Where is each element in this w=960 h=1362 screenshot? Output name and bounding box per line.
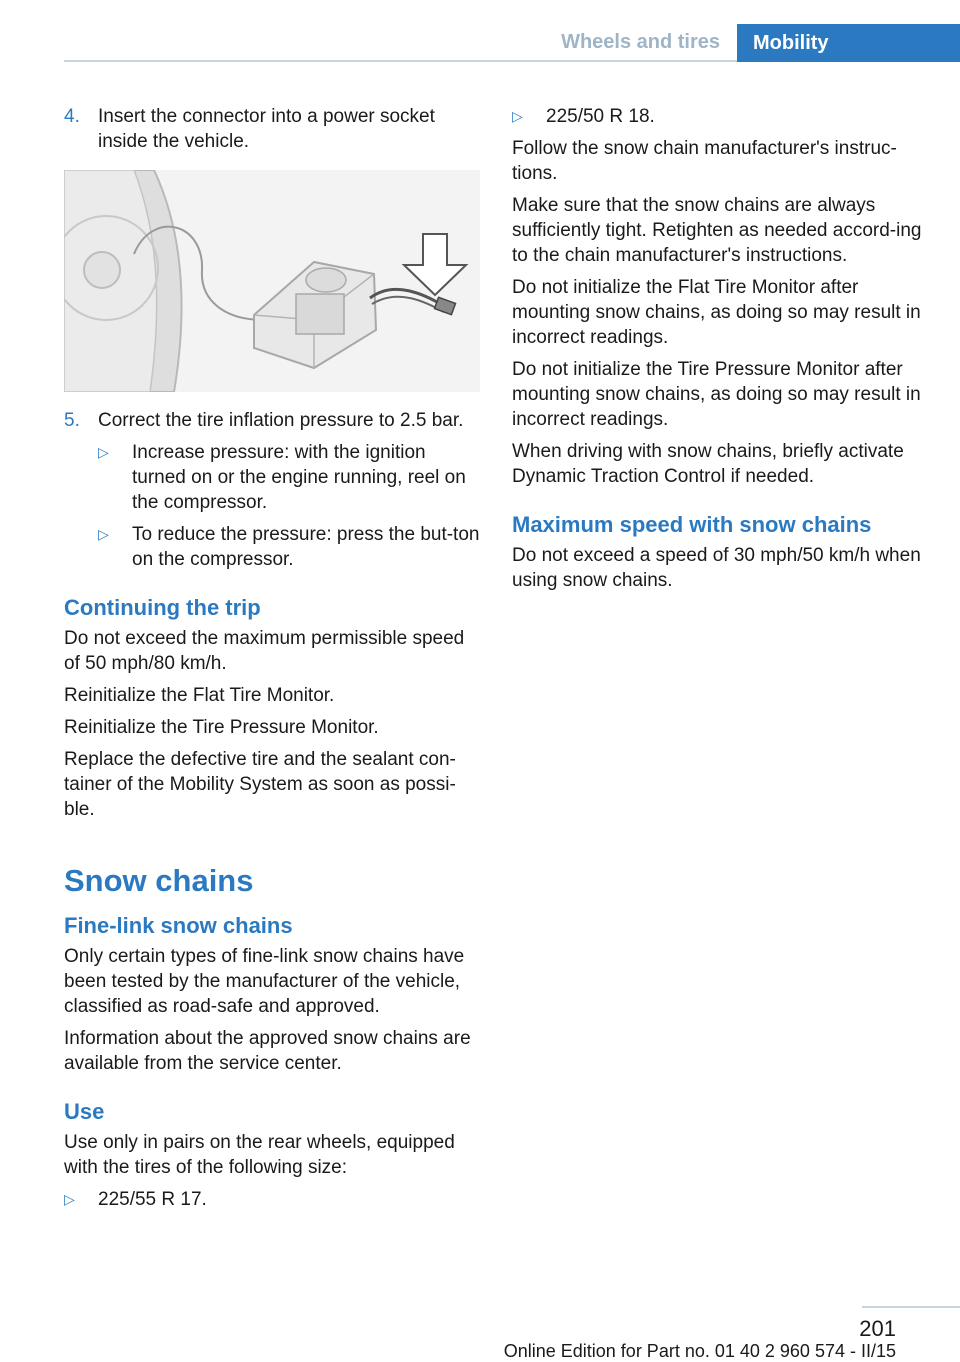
- chapter-heading: Snow chains: [64, 863, 254, 898]
- step-number: 5.: [64, 410, 80, 431]
- section-heading: Maximum speed with snow chains: [512, 512, 872, 537]
- triangle-bullet-icon: ▷: [512, 108, 523, 124]
- section-heading: Use: [64, 1099, 105, 1124]
- list-item: [98, 522, 480, 572]
- list-item: [98, 440, 480, 515]
- section-heading: Fine-link snow chains: [64, 913, 293, 938]
- compressor-illustration-svg: [64, 170, 480, 392]
- page-number: 201: [859, 1316, 896, 1341]
- step-text: Insert the connector into a power socket inside the vehicle.: [98, 106, 435, 152]
- list-item-text: 225/50 R 18.: [546, 106, 655, 127]
- step-5: [64, 408, 480, 433]
- header-section-title: Wheels and tires: [561, 31, 720, 53]
- paragraph: Do not initialize the Tire Pressure Monitor after mounting snow chains, as doing so may result in incorrect readings.: [512, 359, 921, 430]
- triangle-bullet-icon: ▷: [98, 526, 109, 542]
- list-item-text: To reduce the pressure: press the but-ton on the compressor.: [132, 524, 480, 570]
- paragraph: Do not exceed a speed of 30 mph/50 km/h when using snow chains.: [512, 545, 921, 591]
- paragraph: When driving with snow chains, briefly activate Dynamic Traction Control if needed.: [512, 441, 904, 487]
- triangle-bullet-icon: ▷: [64, 1191, 75, 1207]
- list-item-text: 225/55 R 17.: [98, 1189, 207, 1210]
- compressor-illustration: [64, 170, 480, 392]
- step-4: [64, 104, 480, 154]
- list-item-text: Increase pressure: with the ignition turned on or the engine running, reel on the compressor.: [132, 442, 466, 513]
- edition-note: Online Edition for Part no. 01 40 2 960 574 - II/15: [503, 1341, 896, 1361]
- paragraph: Information about the approved snow chains are available from the service center.: [64, 1028, 471, 1074]
- paragraph: Do not initialize the Flat Tire Monitor after mounting snow chains, as doing so may result in incorrect readings.: [512, 277, 921, 348]
- left-column: [64, 104, 480, 1219]
- paragraph: Do not exceed the maximum permissible speed of 50 mph/80 km/h.: [64, 628, 465, 674]
- triangle-bullet-icon: ▷: [98, 444, 109, 460]
- paragraph: Follow the snow chain manufacturer's instruc-tions.: [512, 138, 897, 184]
- section-heading: Continuing the trip: [64, 595, 261, 620]
- right-column: [512, 104, 932, 600]
- paragraph: Use only in pairs on the rear wheels, equipped with the tires of the following size:: [64, 1132, 455, 1178]
- list-item: [512, 104, 932, 129]
- paragraph: Reinitialize the Flat Tire Monitor.: [64, 685, 335, 706]
- list-item: [64, 1187, 480, 1212]
- header-chapter-tab: Mobility: [737, 24, 960, 62]
- step-text: Correct the tire inflation pressure to 2.5 bar.: [98, 410, 464, 431]
- paragraph: Replace the defective tire and the sealant con-tainer of the Mobility System as soon as possi-ble.: [64, 749, 456, 820]
- paragraph: Make sure that the snow chains are always sufficiently tight. Retighten as needed accord-ing to the chain manufacturer's instructions.: [512, 195, 922, 266]
- step-number: 4.: [64, 106, 80, 127]
- paragraph: Only certain types of fine-link snow chains have been tested by the manufacturer of the vehicle, classified as road-safe and approved.: [64, 946, 465, 1017]
- paragraph: Reinitialize the Tire Pressure Monitor.: [64, 717, 379, 738]
- footer-rule: [862, 1306, 960, 1308]
